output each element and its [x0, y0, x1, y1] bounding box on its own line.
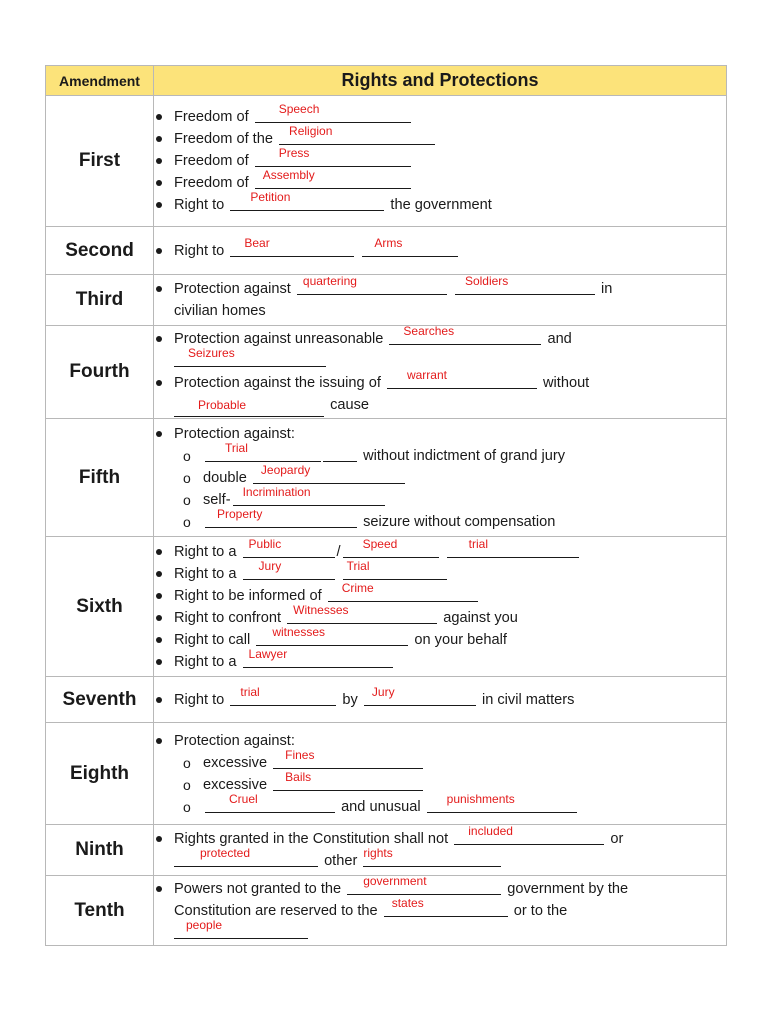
answer-text: Bear — [244, 235, 270, 250]
list-item: Protection against quartering Soldiers in civilian homes — [154, 278, 726, 322]
sub-item: o double Jeopardy — [177, 467, 726, 489]
answer-blank[interactable] — [389, 323, 541, 345]
answer-text: o Property — [217, 506, 263, 521]
list-item: Protection against: o excessive Fines o excessive Bails o Cruel and unusual punishments — [154, 730, 726, 818]
answer-blank[interactable] — [230, 684, 336, 706]
answer-blank[interactable] — [230, 190, 384, 211]
answer-text: Public — [248, 536, 282, 551]
answer-text: Lawyer — [248, 646, 288, 661]
amendment-name: Fifth — [46, 419, 154, 537]
answer-blank[interactable] — [230, 235, 354, 257]
answer-blank[interactable] — [347, 873, 501, 895]
amendment-name: Ninth — [46, 825, 154, 876]
list-item: Freedom of the Religion — [154, 128, 726, 150]
answer-text: Jury — [258, 558, 282, 573]
list-item: Freedom of Speech — [154, 106, 726, 128]
answer-text: Seizures — [188, 345, 235, 360]
list-item: Right to Petition the government — [154, 194, 726, 216]
row-seventh — [46, 677, 727, 723]
header-amendment: Amendment — [46, 66, 154, 96]
list-item: Protection against: o Trial without indictment of grand jury o double Jeopardy o self- Incrimination o Property seizure without compensation — [154, 423, 726, 533]
answer-blank[interactable] — [174, 345, 326, 367]
answer-text: Searches — [403, 323, 455, 338]
list-item: Rights granted in the Constitution shall not included or protected other rights — [154, 828, 726, 872]
answer-blank[interactable] — [174, 846, 318, 867]
answer-blank[interactable] — [362, 235, 458, 257]
amendment-name: Tenth — [46, 876, 154, 946]
list-item: Freedom of Assembly — [154, 172, 726, 194]
sub-item: o excessive Bails — [177, 774, 726, 796]
sub-item: o Trial without indictment of grand jury — [177, 445, 726, 467]
row-eighth — [46, 723, 727, 825]
answer-text: Bails — [285, 769, 312, 784]
answer-text: Trial — [346, 558, 370, 573]
answer-blank[interactable] — [174, 394, 324, 417]
list-item: Right to a Lawyer — [154, 651, 726, 673]
answer-blank[interactable] — [243, 536, 335, 558]
row-fourth — [46, 326, 727, 419]
amendment-name: Second — [46, 227, 154, 275]
sub-item: o Property seizure without compensation — [177, 511, 726, 533]
list-item: Right to call witnesses on your behalf — [154, 629, 726, 651]
answer-text: Soldiers — [464, 274, 509, 288]
answer-text: government — [363, 873, 427, 888]
answer-text: included — [468, 824, 513, 838]
answer-blank[interactable] — [455, 274, 595, 295]
answer-blank[interactable] — [174, 917, 308, 939]
list-item: Powers not granted to the government government by the Constitution are reserved to the states or to the people — [154, 878, 726, 944]
answer-blank[interactable] — [273, 769, 423, 791]
answer-blank[interactable] — [363, 846, 501, 867]
answer-text: Crime — [341, 580, 374, 595]
row-second — [46, 227, 727, 275]
answer-text: Religion — [289, 124, 333, 138]
answer-text: witnesses — [272, 624, 325, 639]
answer-text: Petition — [250, 190, 291, 204]
list-item: Protection against unreasonable Searches and Seizures — [154, 328, 726, 372]
answer-text: trial — [240, 684, 260, 699]
row-sixth — [46, 537, 727, 677]
row-fifth — [46, 419, 727, 537]
answer-text: trial — [468, 536, 488, 551]
amendment-name: Eighth — [46, 723, 154, 825]
answer-blank[interactable] — [243, 646, 393, 668]
answer-text: Speech — [278, 102, 320, 116]
answer-blank[interactable] — [328, 580, 478, 602]
amendment-name: First — [46, 96, 154, 227]
header-row — [46, 66, 727, 96]
amendment-name: Seventh — [46, 677, 154, 723]
answer-text: warrant — [406, 367, 447, 382]
sub-item: o self- Incrimination — [177, 489, 726, 511]
answer-blank[interactable] — [427, 791, 577, 813]
list-item: Protection against the issuing of warrant without Probable cause — [154, 372, 726, 417]
answer-text: Arms — [374, 235, 403, 250]
answer-text: Witnesses — [293, 602, 349, 617]
row-tenth — [46, 876, 727, 946]
list-item: Right to trial by Jury in civil matters — [154, 689, 726, 711]
row-ninth — [46, 825, 727, 876]
answer-blank[interactable] — [384, 895, 508, 917]
answer-blank[interactable] — [255, 102, 411, 123]
answer-text: Fines — [285, 747, 315, 762]
answer-blank[interactable] — [364, 684, 476, 706]
answer-text: Incrimination — [242, 484, 311, 499]
sub-item: o excessive Fines — [177, 752, 726, 774]
amendment-name: Fourth — [46, 326, 154, 419]
answer-blank[interactable] — [243, 558, 335, 580]
answer-text: quartering — [302, 274, 357, 288]
header-rights: Rights and Protections — [154, 66, 727, 96]
amendments-table — [45, 65, 727, 946]
answer-text: Jeopardy — [260, 462, 311, 477]
answer-text: punishments — [446, 791, 515, 806]
list-item: Right to a Public / Speed trial — [154, 541, 726, 563]
answer-text: o Cruel — [229, 791, 258, 806]
answer-blank[interactable] — [447, 536, 579, 558]
amendment-name: Sixth — [46, 537, 154, 677]
sub-item: o Cruel and unusual punishments — [177, 796, 726, 818]
list-item: Right to Bear Arms — [154, 240, 726, 262]
answer-text: o Trial — [225, 440, 248, 455]
list-item: Right to be informed of Crime — [154, 585, 726, 607]
answer-text: Press — [278, 146, 310, 160]
answer-text: people — [186, 917, 223, 932]
amendment-name: Third — [46, 275, 154, 326]
answer-text: Speed — [362, 536, 398, 551]
answer-blank[interactable] — [297, 274, 447, 295]
answer-text: Assembly — [262, 168, 315, 182]
answer-blank[interactable] — [454, 824, 604, 845]
answer-text: states — [391, 895, 424, 910]
list-item: Right to a Jury Trial — [154, 563, 726, 585]
list-item: Right to confront Witnesses against you — [154, 607, 726, 629]
list-item: Freedom of Press — [154, 150, 726, 172]
answer-blank[interactable] — [387, 367, 537, 389]
answer-blank[interactable] — [205, 791, 335, 813]
blank-extension — [323, 447, 357, 462]
row-first — [46, 96, 727, 227]
row-third — [46, 275, 727, 326]
answer-text: Jury — [371, 684, 395, 699]
answer-text: Probable — [198, 397, 247, 412]
answer-text: rights — [363, 846, 393, 860]
answer-blank[interactable] — [205, 506, 357, 528]
answer-text: protected — [200, 846, 251, 860]
